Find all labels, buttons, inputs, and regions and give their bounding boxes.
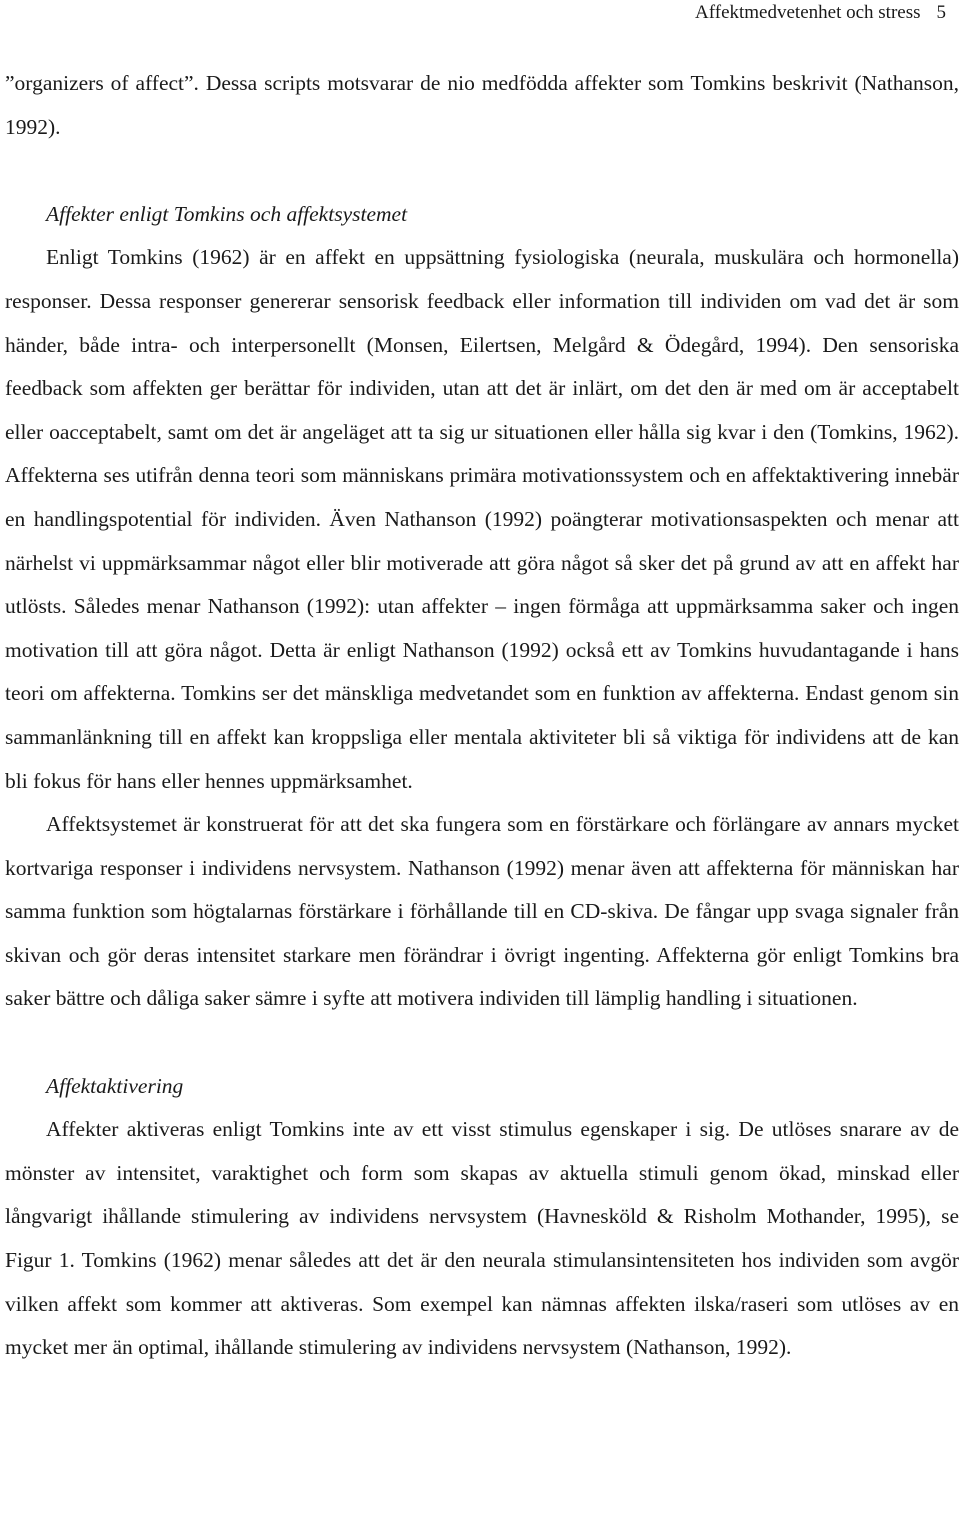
intro-paragraph: ”organizers of affect”. Dessa scripts motsvarar de nio medfödda affekter som Tomkins beskrivit (Nathanson, 1992). xyxy=(5,71,959,139)
document-body xyxy=(5,62,959,1370)
page-number: 5 xyxy=(936,2,946,23)
body-paragraph: Affektsystemet är konstruerat för att det ska fungera som en förstärkare och förlängare av annars mycket kortvariga responser i individens nervsystem. Nathanson (1992) menar även att affekterna för människan har samma funktion som högtalarnas förstärkare i förhållande till en CD-skiva. De fångar upp svaga signaler från skivan och gör deras intensitet starkare men förändrar i övrigt ingenting. Affekterna gör enligt Tomkins bra saker bättre och dåliga saker sämre i syfte att motivera individen till lämplig handling i situationen. xyxy=(5,812,959,1011)
section-heading-affekter-enligt-tomkins: Affekter enligt Tomkins och affektsystemet xyxy=(46,201,408,226)
section-heading-affektaktivering: Affektaktivering xyxy=(46,1073,184,1098)
running-header xyxy=(695,0,946,26)
running-title: Affektmedvetenhet och stress xyxy=(695,2,921,23)
spacer xyxy=(5,149,959,193)
body-paragraph: Affekter aktiveras enligt Tomkins inte av ett visst stimulus egenskaper i sig. De utlöses snarare av de mönster av intensitet, varaktighet och form som skapas av aktuella stimuli genom ökad, minskad eller långvarigt ihållande stimulering av individens nervsystem (Havnesköld & Risholm Mothander, 1995), se Figur 1. Tomkins (1962) menar således att det är den neurala stimulansintensiteten hos individen som avgör vilken affekt som kommer att aktiveras. Som exempel kan nämnas affekten ilska/raseri som utlöses av en mycket mer än optimal, ihållande stimulering av individens nervsystem (Nathanson, 1992). xyxy=(5,1117,959,1360)
spacer xyxy=(5,1021,959,1065)
body-paragraph: Enligt Tomkins (1962) är en affekt en uppsättning fysiologiska (neurala, muskulära och hormonella) responser. Dessa responser genererar sensorisk feedback eller information till individen om vad det är som händer, både intra- och interpersonellt (Monsen, Eilertsen, Melgård & Ödegård, 1994). Den sensoriska feedback som affekten ger berättar för individen, utan att det är inlärt, om det den är med om är acceptabelt eller oacceptabelt, samt om det är angeläget att ta sig ur situationen eller hålla sig kvar i den (Tomkins, 1962). Affekterna ses utifrån denna teori som människans primära motivationssystem och en affektaktivering innebär en handlingspotential för individen. Även Nathanson (1992) poängterar motivationsaspekten och menar att närhelst vi uppmärksammar något eller blir motiverade att göra något så sker det på grund av att en affekt har utlösts. Således menar Nathanson (1992): utan affekter – ingen förmåga att uppmärksamma saker och ingen motivation till att göra något. Detta är enligt Nathanson (1992) också ett av Tomkins huvudantagande i hans teori om affekterna. Tomkins ser det mänskliga medvetandet som en funktion av affekterna. Endast genom sin sammanlänkning till en affekt kan kroppsliga eller mentala aktiviteter bli så viktiga för individens att de kan bli fokus för hans eller hennes uppmärksamhet. xyxy=(5,245,959,793)
